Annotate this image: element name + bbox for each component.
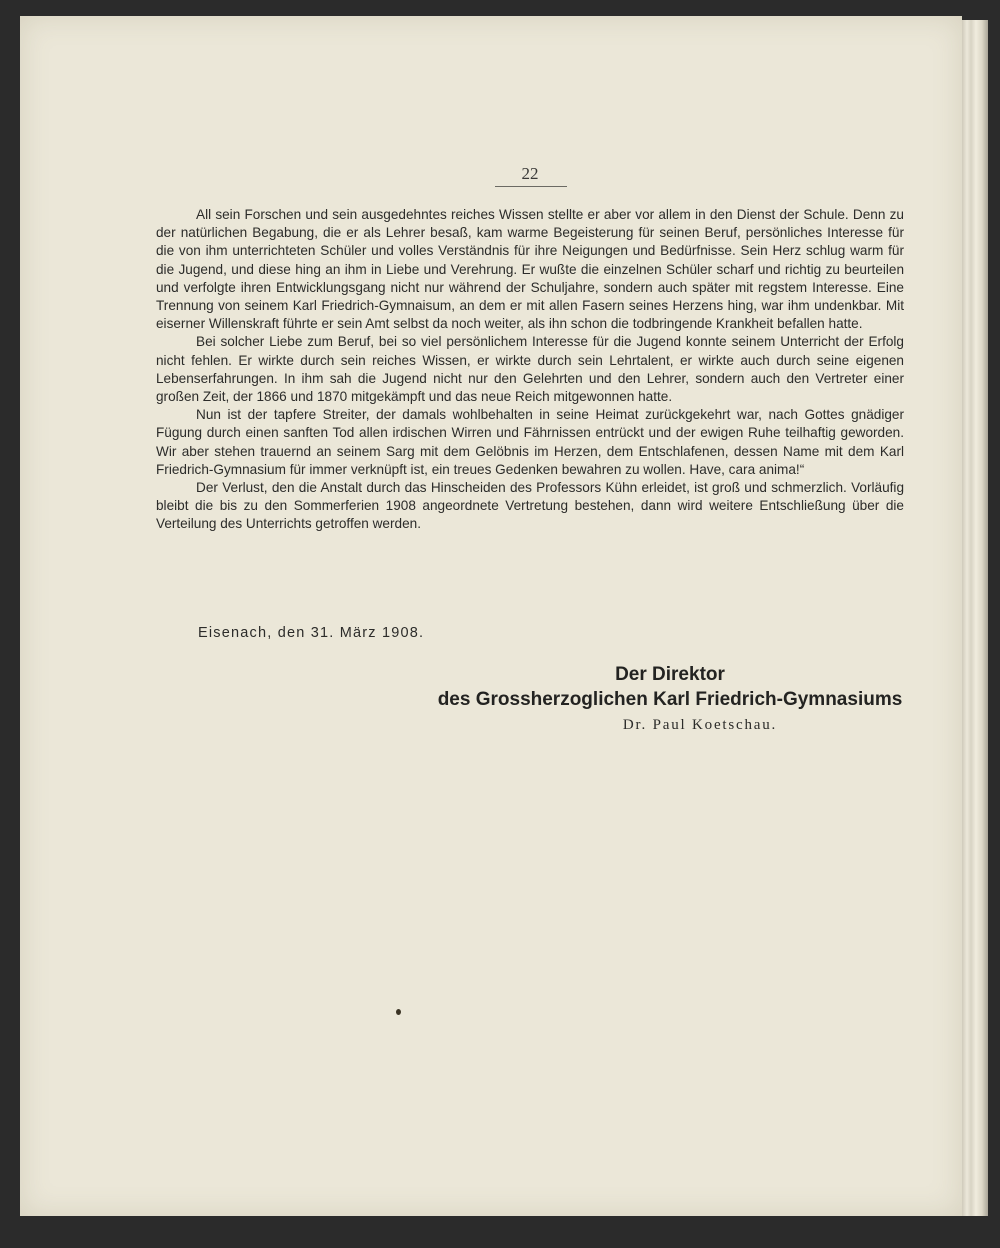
body-text	[156, 206, 904, 534]
page-number: 22	[521, 164, 539, 183]
signature-title: Der Direktor	[615, 664, 725, 685]
signature-name: Dr. Paul Koetschau.	[622, 717, 778, 733]
page-number-rule	[495, 186, 567, 187]
ink-spot	[396, 1009, 401, 1015]
paragraph-4: Der Verlust, den die Anstalt durch das Hinscheiden des Professors Kühn erleidet, ist groß und schmerzlich. Vorläufig bleibt die bis zu den Sommerferien 1908 angeordnete Vertretung bestehen, dann wird weitere Entschließung über die Verteilung des Unterrichts getroffen werden.	[156, 480, 904, 532]
paragraph-1: All sein Forschen und sein ausgedehntes reiches Wissen stellte er aber vor allem in den Dienst der Schule. Denn zu der natürlichen Begabung, die er als Lehrer besaß, kam warme Begeisterung für seinen Beruf, persönliches Interesse für die von ihm unterrichteten Schüler und volles Verständnis für ihre Neigungen und Bedürfnisse. Sein Herz schlug warm für die Jugend, und diese hing an ihm in Liebe und Verehrung. Er wußte die einzelnen Schüler scharf und richtig zu beurteilen und verfolgte ihren Entwicklungsgang nicht nur während der Schuljahre, sondern auch später mit regstem Interesse. Eine Trennung von seinem Karl Friedrich-Gymnaisum, an dem er mit allen Fasern seines Herzens hing, war ihm undenkbar. Mit eiserner Willenskraft führte er sein Amt selbst da noch weiter, als ihn schon die todbringende Krankheit befallen hatte.	[156, 207, 904, 332]
signature-block	[420, 662, 920, 738]
document-page	[20, 16, 962, 1216]
paragraph-3: Nun ist der tapfere Streiter, der damals wohlbehalten in seine Heimat zurückgekehrt war, nach Gottes gnädiger Fügung durch einen sanften Tod allen irdischen Wirren und Fährnissen entrückt und der ewigen Ruhe teilhaftig geworden. Wir aber stehen trauernd an seinem Sarg mit dem Gelöbnis im Herzen, dem Entschlafenen, dessen Name mit dem Karl Friedrich-Gymnasium für immer verknüpft ist, ein treues Gedenken bewahren zu wollen. Have, cara anima!“	[156, 407, 904, 477]
page-edges	[962, 20, 988, 1216]
signature-institution: des Grossherzoglichen Karl Friedrich-Gymnasiums	[437, 689, 903, 710]
place-date: Eisenach, den 31. März 1908.	[198, 625, 425, 641]
paragraph-2: Bei solcher Liebe zum Beruf, bei so viel persönlichem Interesse für die Jugend konnte seinem Unterricht der Erfolg nicht fehlen. Er wirkte durch sein reiches Wissen, er wirkte durch sein Lehrtalent, er wirkte auch durch seine eigenen Lebenserfahrungen. In ihm sah die Jugend nicht nur den Gelehrten und den Lehrer, sondern auch den Vertreter einer großen Zeit, der 1866 und 1870 mitgekämpft und das neue Reich mitgewonnen hatte.	[156, 334, 904, 405]
